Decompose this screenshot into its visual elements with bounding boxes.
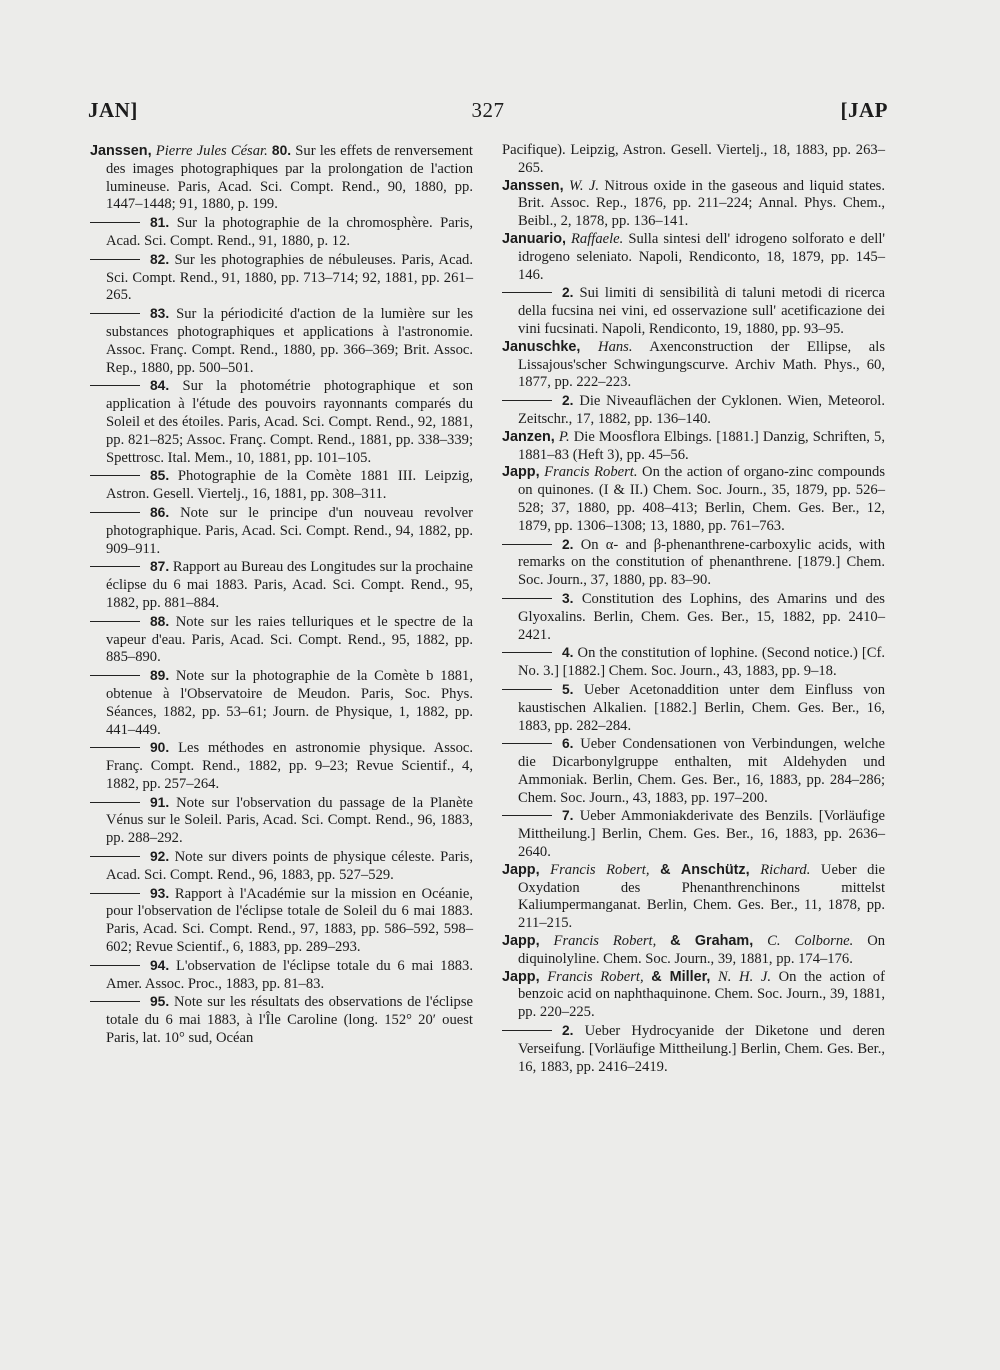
ditto-rule: [90, 802, 140, 803]
entry-number: 95.: [150, 994, 170, 1010]
page-number: 327: [471, 98, 505, 122]
entry-text: Nitrous oxide in the gaseous and liquid states. Brit. Assoc. Rep., 1876, pp. 211–224; Annal. Phys. Chem., Beibl., 2, 1878, pp. 136–141.: [518, 177, 885, 230]
ditto-rule: [90, 675, 140, 676]
ditto-rule: [90, 1001, 140, 1002]
entry-text: Sulla sintesi dell' idrogeno solforato e dell' idrogeno seleniato. Napoli, Rendiconto, 18, 1879, pp. 145–146.: [518, 230, 885, 283]
ditto-rule: [502, 292, 552, 293]
ditto-rule: [90, 621, 140, 622]
ditto-rule: [90, 856, 140, 857]
bibliography-entry: [502, 644, 885, 681]
entry-number: 2.: [562, 285, 574, 301]
author-name: Januschke,: [502, 338, 581, 355]
entry-text: Sur la périodicité d'action de la lumière sur les substances photographiques et applications à l'astronomie. Assoc. Franç. Compt. Rend., 1880, pp. 366–369; Brit. Assoc. Rep., 1880, pp. 500–501.: [106, 306, 473, 376]
bibliography-entry: [502, 735, 885, 807]
entry-number: 81.: [150, 215, 170, 231]
ditto-rule: [90, 965, 140, 966]
author-name: Janssen,: [502, 177, 564, 194]
ditto-rule: [502, 689, 552, 690]
bibliography-entry: [502, 429, 885, 465]
author-name: Janzen,: [502, 428, 555, 445]
bibliography-entry: [90, 467, 473, 504]
entry-number: 2.: [562, 1023, 574, 1039]
ditto-rule: [502, 652, 552, 653]
bibliography-entry: [90, 848, 473, 885]
entry-text: Sur les photographies de nébuleuses. Paris, Acad. Sci. Compt. Rend., 91, 1880, pp. 713–714; 92, 1881, pp. 261–265.: [106, 251, 473, 304]
bibliography-entry: [502, 681, 885, 735]
bibliography-entry: [90, 993, 473, 1047]
bibliography-entry: [90, 794, 473, 848]
entry-text: On the action of benzoic acid on naphthaquinone. Chem. Soc. Journ., 39, 1881, pp. 220–225.: [518, 968, 885, 1021]
entry-text: Sur la photographie de la chromosphère. Paris, Acad. Sci. Compt. Rend., 91, 1880, p. 12.: [106, 215, 474, 249]
entry-text: Sui limiti di sensibilità di taluni metodi di ricerca della fucsina nei vini, ed osservazione sull' acetificazione dei vini fucsinati. Napoli, Rendiconto, 19, 1880, pp. 93–95.: [518, 285, 885, 337]
entry-text: L'observation de l'éclipse totale du 6 mai 1883. Amer. Assoc. Proc., 1883, pp. 81–83.: [106, 957, 473, 992]
entry-text: Photographie de la Comète 1881 III. Leipzig, Astron. Gesell. Viertelj., 16, 1881, pp. 308–311.: [106, 468, 473, 503]
entry-text: Ueber Ammoniakderivate des Benzils. [Vorläufige Mittheilung.] Berlin, Chem. Ges. Ber., 16, 1883, pp. 2636–2640.: [518, 808, 885, 861]
bibliography-entry: [90, 251, 473, 305]
coauthor-forename: N. H. J.: [718, 968, 771, 985]
bibliography-entry: [502, 862, 885, 933]
author-forename: Pierre Jules César.: [155, 143, 268, 159]
ditto-rule: [502, 400, 552, 401]
bibliography-entry: [502, 1022, 885, 1076]
bibliography-entry: [90, 142, 473, 214]
bibliography-entry: [90, 558, 473, 612]
ditto-rule: [90, 566, 140, 567]
author-name: Japp,: [502, 861, 540, 878]
entry-number: 3.: [562, 590, 574, 606]
author-name: Japp,: [502, 464, 540, 481]
bibliography-entry: [502, 969, 885, 1022]
ditto-rule: [502, 1030, 552, 1031]
entry-number: 5.: [562, 681, 574, 697]
bibliography-entry: [90, 504, 473, 558]
ditto-rule: [90, 313, 140, 314]
entry-number: 85.: [150, 468, 170, 484]
entry-number: 2.: [562, 393, 574, 409]
entry-text: Rapport au Bureau des Longitudes sur la prochaine éclipse du 6 mai 1883. Paris, Acad. Sci. Compt. Rend., 95, 1882, pp. 881–884.: [106, 559, 473, 611]
author-name: Januario,: [502, 230, 566, 247]
entry-text: Ueber Condensationen von Verbindungen, welche die Dicarbonylgruppe enthalten, mit Aldehyden und Ammoniak. Berlin, Chem. Ges. Ber., 16, 1883, pp. 284–286; Chem. Soc. Journ., 43, 1883, pp. 197–200.: [518, 736, 885, 806]
ditto-rule: [502, 544, 552, 545]
entry-number: 89.: [150, 668, 170, 684]
entry-text: Les méthodes en astronomie physique. Assoc. Franç. Compt. Rend., 1882, pp. 9–23; Revue Scientif., 4, 1882, pp. 257–264.: [106, 740, 473, 792]
bibliography-entry: [90, 377, 473, 467]
bibliography-entry: [502, 933, 885, 969]
author-name: Janssen,: [90, 143, 152, 159]
entry-text: On the action of organo-zinc compounds on quinones. (I & II.) Chem. Soc. Journ., 35, 1879, pp. 526–528; 37, 1880, pp. 408–413; Berlin, Chem. Ges. Ber., 12, 1879, pp. 1306–1308; 13, 1880, pp. 761–763.: [518, 464, 885, 534]
author-forename: Raffaele.: [571, 230, 624, 247]
author-forename: W. J.: [569, 177, 600, 194]
running-head-left: JAN]: [88, 98, 138, 122]
ditto-rule: [90, 893, 140, 894]
bibliography-entry: [502, 392, 885, 429]
coauthor-forename: Richard.: [760, 861, 811, 878]
author-forename: P.: [558, 428, 570, 445]
entry-text: Die Niveauflächen der Cyklonen. Wien, Meteorol. Zeitschr., 17, 1882, pp. 136–140.: [518, 393, 885, 427]
author-forename: Hans.: [598, 338, 633, 355]
entry-text: Note sur la photographie de la Comète b 1881, obtenue à l'Observatoire de Meudon. Paris, Soc. Phys. Séances, 1882, pp. 53–61; Journ. de Physique, 1, 1882, pp. 441–449.: [106, 668, 473, 738]
ditto-rule: [502, 815, 552, 816]
entry-text: Die Moosflora Elbings. [1881.] Danzig, Schriften, 5, 1881–83 (Heft 3), pp. 45–56.: [518, 428, 885, 463]
entry-number: 2.: [562, 536, 574, 552]
ditto-rule: [90, 512, 140, 513]
author-name: Japp,: [502, 968, 540, 985]
ditto-rule: [502, 743, 552, 744]
entry-number: 7.: [562, 808, 574, 824]
ditto-rule: [90, 475, 140, 476]
entry-number: 88.: [150, 613, 170, 629]
entry-number: 6.: [562, 736, 574, 752]
entry-text: On α- and β-phenanthrene-carboxylic acids, with remarks on the constitution of phenanthrene. [1879.] Chem. Soc. Journ., 37, 1880, pp. 83–90.: [518, 536, 886, 589]
entry-number: 91.: [150, 794, 170, 810]
entry-text: Note sur l'observation du passage de la Planète Vénus sur le Soleil. Paris, Acad. Sci. Compt. Rend., 96, 1883, pp. 288–292.: [106, 794, 473, 847]
bibliography-entry: [502, 807, 885, 861]
bibliography-entry: [502, 464, 885, 535]
entry-number: 80.: [271, 143, 292, 158]
entry-text: Note sur les raies telluriques et le spectre de la vapeur d'eau. Paris, Acad. Sci. Compt. Rend., 95, 1882, pp. 885–890.: [106, 613, 473, 666]
entry-text: Pacifique). Leipzig, Astron. Gesell. Viertelj., 18, 1883, pp. 263–265.: [502, 142, 885, 176]
entry-number: 4.: [562, 645, 574, 661]
entry-number: 84.: [150, 378, 170, 394]
coauthor-name: & Miller,: [651, 968, 711, 985]
entry-number: 93.: [150, 885, 170, 901]
bibliography-entry: [90, 885, 473, 957]
bibliography-entry: [502, 284, 885, 338]
bibliography-entry: [90, 957, 473, 994]
entry-text: Axenconstruction der Ellipse, als Lissajous'scher Schwingungscurve. Archiv Math. Phys., 60, 1877, pp. 222–223.: [518, 338, 885, 391]
entry-text: Sur la photométrie photographique et son application à l'étude des pouvoirs rayonnants comparés du Soleil et des étoiles. Paris, Acad. Sci. Compt. Rend., 92, 1881, pp. 821–825; Assoc. Franç. Compt. Rend., 1881, pp. 338–339; Spettrosc. Ital. Mem., 10, 1881, pp. 101–105.: [106, 378, 474, 466]
entry-number: 86.: [150, 504, 170, 520]
running-head-right: [JAP: [840, 98, 888, 122]
author-name: Japp,: [502, 933, 540, 950]
right-column: [502, 142, 885, 1076]
coauthor-forename: C. Colborne.: [767, 933, 854, 950]
running-head: [88, 98, 888, 128]
bibliography-entry: [502, 178, 885, 231]
ditto-rule: [502, 598, 552, 599]
entry-number: 82.: [150, 251, 170, 267]
entry-text: Note sur les résultats des observations de l'éclipse totale du 6 mai 1883, à l'Île Caroline (long. 152° 20′ ouest Paris, lat. 10° sud, Océan: [106, 994, 473, 1047]
entry-text: On diquinolyline. Chem. Soc. Journ., 39, 1881, pp. 174–176.: [518, 933, 886, 967]
entry-number: 87.: [150, 559, 170, 575]
bibliography-entry: [90, 613, 473, 667]
left-column: [90, 142, 473, 1048]
entry-text: Note sur le principe d'un nouveau revolver photographique. Paris, Acad. Sci. Compt. Rend., 94, 1882, pp. 909–911.: [106, 504, 473, 557]
bibliography-entry: [502, 339, 885, 392]
entry-number: 90.: [150, 740, 170, 756]
coauthor-name: & Anschütz,: [660, 861, 750, 878]
bibliography-entry: [502, 536, 885, 590]
bibliography-entry: [90, 305, 473, 377]
entry-text: Note sur divers points de physique céleste. Paris, Acad. Sci. Compt. Rend., 96, 1883, pp. 527–529.: [106, 849, 473, 883]
entry-text: Rapport à l'Académie sur la mission en Océanie, pour l'observation de l'éclipse totale de Soleil du 6 mai 1883. Paris, Acad. Sci. Compt. Rend., 97, 1883, pp. 586–592, 598–602; Revue Scientif., 6, 1883, pp. 289–293.: [106, 885, 473, 956]
author-forename: Francis Robert.: [544, 464, 638, 481]
bibliography-entry: [90, 739, 473, 793]
entry-text: On the constitution of lophine. (Second notice.) [Cf. No. 3.] [1882.] Chem. Soc. Journ., 43, 1883, pp. 9–18.: [518, 645, 885, 680]
entry-text: Constitution des Lophins, des Amarins und des Glyoxalins. Berlin, Chem. Ges. Ber., 15, 1882, pp. 2410–2421.: [518, 590, 885, 643]
entry-text: Ueber die Oxydation des Phenanthrenchinons mittelst Kaliumpermanganat. Berlin, Chem. Ges. Ber., 11, 1878, pp. 211–215.: [518, 861, 885, 932]
ditto-rule: [90, 747, 140, 748]
bibliography-entry: [502, 142, 885, 178]
entry-text: Sur les effets de renversement des images photographiques par la prolongation de l'action lumineuse. Paris, Acad. Sci. Compt. Rend., 90, 1880, pp. 1447–1448; 91, 1880, p. 199.: [106, 143, 473, 213]
bibliography-entry: [90, 667, 473, 739]
coauthor-name: & Graham,: [670, 933, 754, 950]
bibliography-entry: [90, 214, 473, 251]
entry-text: Ueber Acetonaddition unter dem Einfluss von kaustischen Alkalien. [1882.] Berlin, Chem. Ges. Ber., 16, 1883, pp. 282–284.: [518, 681, 885, 734]
ditto-rule: [90, 222, 140, 223]
author-forename: Francis Robert,: [553, 933, 657, 950]
ditto-rule: [90, 385, 140, 386]
ditto-rule: [90, 259, 140, 260]
entry-number: 92.: [150, 849, 170, 865]
entry-number: 94.: [150, 957, 170, 973]
author-forename: Francis Robert,: [550, 861, 650, 878]
bibliography-entry: [502, 231, 885, 284]
entry-number: 83.: [150, 306, 170, 322]
author-forename: Francis Robert,: [547, 968, 644, 985]
bibliography-entry: [502, 590, 885, 644]
entry-text: Ueber Hydrocyanide der Diketone und deren Verseifung. [Vorläufige Mittheilung.] Berlin, Chem. Ges. Ber., 16, 1883, pp. 2416–2419.: [518, 1023, 885, 1075]
